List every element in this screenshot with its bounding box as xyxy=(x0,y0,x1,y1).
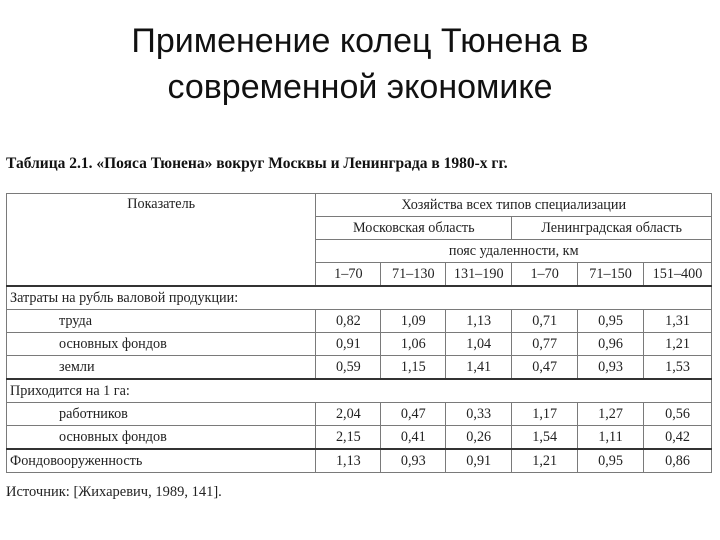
row-label: основных фондов xyxy=(7,426,316,450)
row-label: основных фондов xyxy=(7,333,316,356)
value-cell: 0,82 xyxy=(316,310,381,333)
value-cell: 1,41 xyxy=(446,356,512,380)
value-cell: 1,04 xyxy=(446,333,512,356)
header-zone-km: 151–400 xyxy=(644,263,712,287)
thunen-belts-table xyxy=(6,193,712,473)
header-zone-km: 71–150 xyxy=(578,263,644,287)
slide-title-line-1: Применение колец Тюнена в xyxy=(131,22,589,60)
value-cell: 0,96 xyxy=(578,333,644,356)
header-moscow-region: Московская область xyxy=(316,217,512,240)
header-zone-km: 131–190 xyxy=(446,263,512,287)
value-cell: 2,04 xyxy=(316,403,381,426)
source-note: Источник: [Жихаревич, 1989, 141]. xyxy=(6,484,222,500)
table-caption: Таблица 2.1. «Пояса Тюнена» вокруг Москвы и Ленинграда в 1980-х гг. xyxy=(6,155,508,172)
table-row xyxy=(7,449,712,473)
value-cell: 0,26 xyxy=(446,426,512,450)
value-cell: 0,91 xyxy=(446,449,512,473)
slide-title xyxy=(0,18,720,110)
header-zone-km: 1–70 xyxy=(512,263,578,287)
table-row xyxy=(7,403,712,426)
value-cell: 1,21 xyxy=(512,449,578,473)
value-cell: 0,47 xyxy=(512,356,578,380)
value-cell: 0,91 xyxy=(316,333,381,356)
value-cell: 0,42 xyxy=(644,426,712,450)
header-leningrad-region: Ленинградская область xyxy=(512,217,712,240)
value-cell: 1,15 xyxy=(381,356,446,380)
value-cell: 1,31 xyxy=(644,310,712,333)
value-cell: 1,54 xyxy=(512,426,578,450)
value-cell: 1,17 xyxy=(512,403,578,426)
value-cell: 0,47 xyxy=(381,403,446,426)
value-cell: 0,95 xyxy=(578,449,644,473)
table-row xyxy=(7,333,712,356)
value-cell: 0,41 xyxy=(381,426,446,450)
slide-title-line-2: современной экономике xyxy=(167,68,553,106)
table-row xyxy=(7,426,712,450)
row-label: труда xyxy=(7,310,316,333)
value-cell: 1,11 xyxy=(578,426,644,450)
value-cell: 0,77 xyxy=(512,333,578,356)
row-label: работников xyxy=(7,403,316,426)
value-cell: 1,27 xyxy=(578,403,644,426)
header-distance-zone: пояс удаленности, км xyxy=(316,240,712,263)
value-cell: 1,13 xyxy=(316,449,381,473)
section-label: Затраты на рубль валовой продукции: xyxy=(7,286,712,310)
header-all-types: Хозяйства всех типов специализации xyxy=(316,194,712,217)
table-row xyxy=(7,310,712,333)
value-cell: 0,93 xyxy=(578,356,644,380)
value-cell: 1,09 xyxy=(381,310,446,333)
row-label: земли xyxy=(7,356,316,380)
value-cell: 0,93 xyxy=(381,449,446,473)
section-header-row xyxy=(7,379,712,403)
value-cell: 0,71 xyxy=(512,310,578,333)
value-cell: 1,53 xyxy=(644,356,712,380)
value-cell: 2,15 xyxy=(316,426,381,450)
value-cell: 0,95 xyxy=(578,310,644,333)
value-cell: 1,06 xyxy=(381,333,446,356)
section-label: Приходится на 1 га: xyxy=(7,379,712,403)
header-indicator: Показатель xyxy=(7,194,316,287)
header-zone-km: 71–130 xyxy=(381,263,446,287)
header-zone-km: 1–70 xyxy=(316,263,381,287)
section-header-row xyxy=(7,286,712,310)
value-cell: 0,86 xyxy=(644,449,712,473)
value-cell: 1,21 xyxy=(644,333,712,356)
table-row xyxy=(7,356,712,380)
value-cell: 0,33 xyxy=(446,403,512,426)
value-cell: 1,13 xyxy=(446,310,512,333)
row-label: Фондовооруженность xyxy=(7,449,316,473)
value-cell: 0,56 xyxy=(644,403,712,426)
value-cell: 0,59 xyxy=(316,356,381,380)
